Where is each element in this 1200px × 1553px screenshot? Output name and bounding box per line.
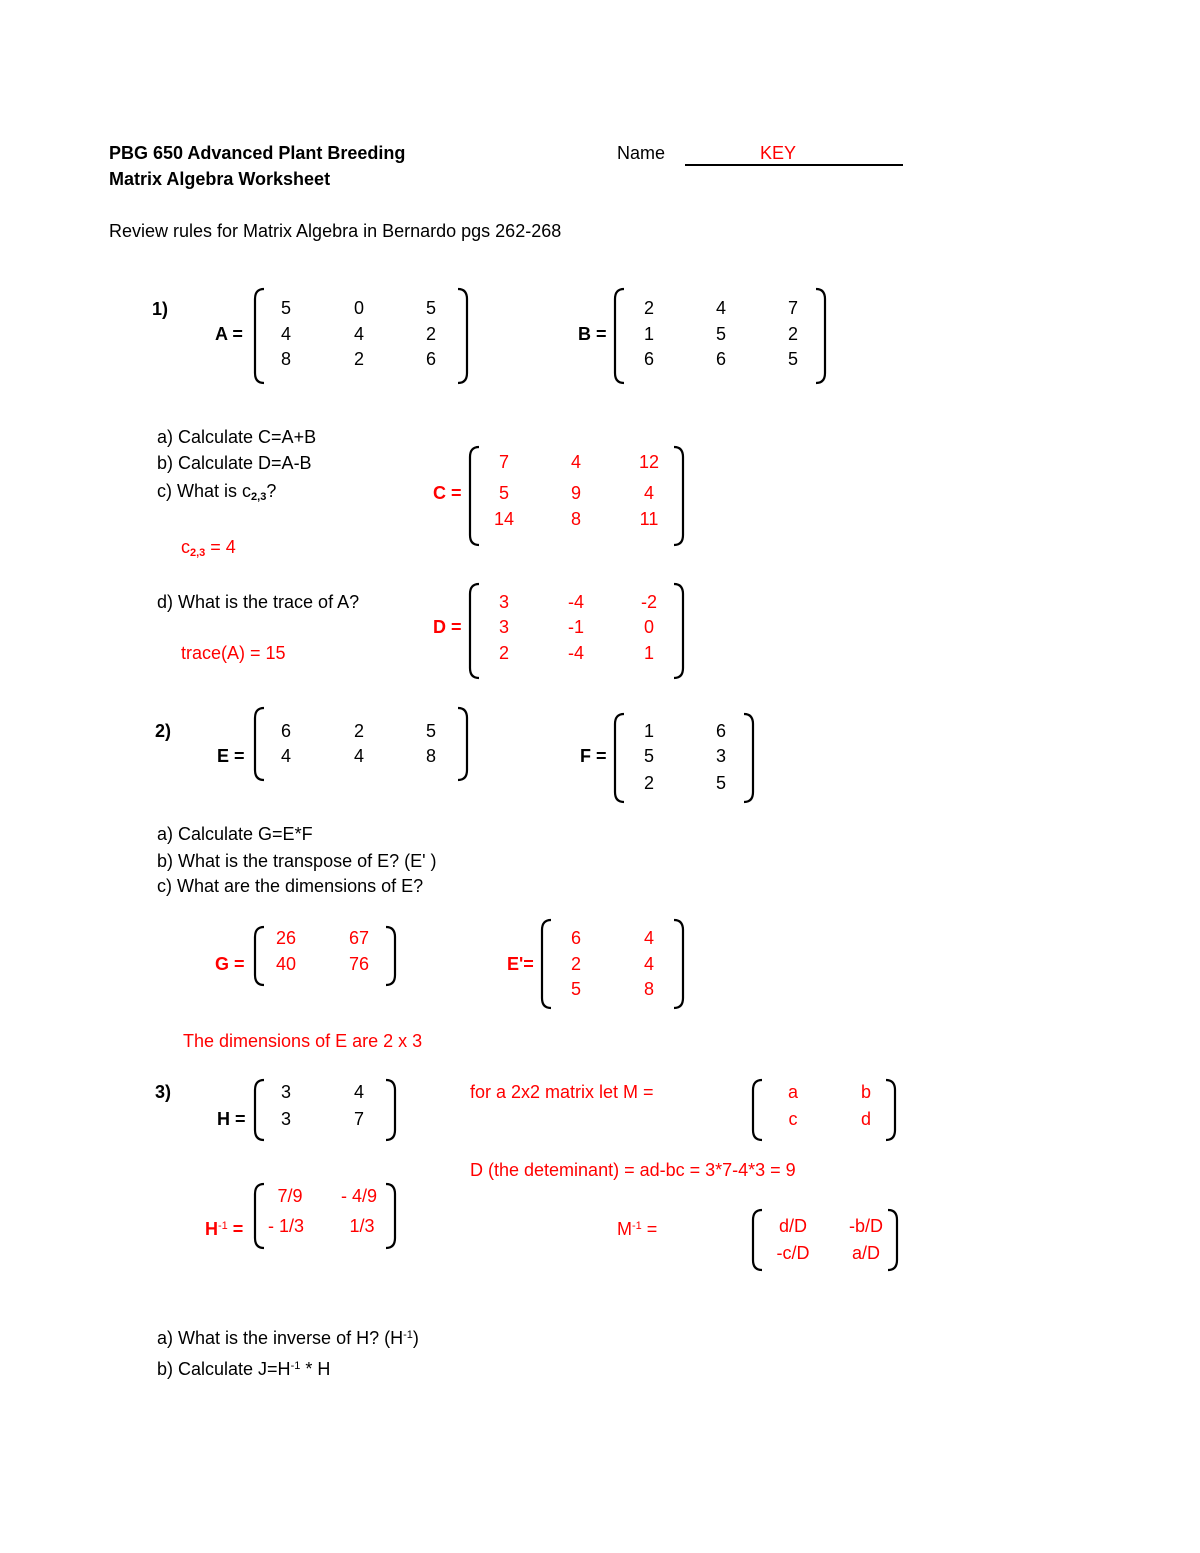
q1-part-d: d) What is the trace of A? <box>157 592 360 612</box>
q2-number: 2) <box>155 721 172 741</box>
right-bracket <box>884 1208 900 1272</box>
q2-part-c: c) What are the dimensions of E? <box>157 876 424 896</box>
right-bracket <box>382 1182 398 1250</box>
matrix-h-cell: 4 <box>353 1082 364 1102</box>
matrix-b-cell: 6 <box>715 349 726 369</box>
matrix-d-cell: 0 <box>643 617 654 637</box>
matrix-d-cell: -4 <box>567 643 584 663</box>
matrix-f-cell: 2 <box>643 773 654 793</box>
matrix-et-cell: 4 <box>643 928 654 948</box>
matrix-b-cell: 6 <box>643 349 654 369</box>
left-bracket <box>612 712 628 804</box>
matrix-c-cell: 14 <box>493 509 515 529</box>
matrix-g-cell: 26 <box>275 928 297 948</box>
matrix-b-cell: 7 <box>787 298 798 318</box>
matrix-a-cell: 2 <box>425 324 436 344</box>
right-bracket <box>670 918 686 1010</box>
right-bracket <box>812 287 828 385</box>
q2-part-a: a) Calculate G=E*F <box>157 824 313 844</box>
matrix-e-cell: 8 <box>425 746 436 766</box>
left-bracket <box>467 582 483 680</box>
right-bracket <box>670 582 686 680</box>
q2-part-b: b) What is the transpose of E? (E' ) <box>157 851 437 871</box>
left-bracket <box>750 1208 766 1272</box>
matrix-d-cell: 1 <box>643 643 654 663</box>
matrix-m-cell: c <box>788 1109 798 1129</box>
q3-number: 3) <box>155 1082 172 1102</box>
matrix-minv-cell: d/D <box>778 1216 807 1236</box>
q2-dimensions-answer: The dimensions of E are 2 x 3 <box>183 1031 423 1051</box>
matrix-b-cell: 5 <box>787 349 798 369</box>
matrix-b-cell: 5 <box>715 324 726 344</box>
matrix-et-cell: 2 <box>570 954 581 974</box>
determinant-text: D (the deteminant) = ad-bc = 3*7-4*3 = 9 <box>470 1160 796 1180</box>
matrix-f-cell: 5 <box>643 746 654 766</box>
matrix-f-cell: 1 <box>643 721 654 741</box>
matrix-m-cell: a <box>787 1082 798 1102</box>
right-bracket <box>740 712 756 804</box>
matrix-g-cell: 67 <box>348 928 370 948</box>
matrix-minv-cell: -c/D <box>776 1243 810 1263</box>
left-bracket <box>252 706 268 782</box>
left-bracket <box>612 287 628 385</box>
q3-part-b: b) Calculate $J=H^{-1} * H$ <box>157 1359 331 1379</box>
matrix-minv-cell: -b/D <box>848 1216 883 1236</box>
matrix-h-inverse-label: $H^{-1}$ = <box>205 1219 244 1239</box>
matrix-a-cell: 2 <box>353 349 364 369</box>
matrix-h-cell: 7 <box>353 1109 364 1129</box>
matrix-hinv-cell: - 4/9 <box>340 1186 378 1206</box>
review-text: Review rules for Matrix Algebra in Bernardo pgs 262-268 <box>109 221 562 241</box>
q1-part-c: c) What is $c_{2,3}$? <box>157 481 277 503</box>
q1-c-answer: $c_{2,3} = 4$ <box>181 537 236 559</box>
right-bracket <box>670 445 686 547</box>
matrix-c-label: C = <box>433 483 462 503</box>
right-bracket <box>454 706 470 782</box>
matrix-e-cell: 6 <box>280 721 291 741</box>
matrix-f-cell: 3 <box>715 746 726 766</box>
matrix-d-label: D = <box>433 617 462 637</box>
matrix-a-cell: 8 <box>280 349 291 369</box>
matrix-c-cell: 4 <box>643 483 654 503</box>
matrix-c-cell: 9 <box>570 483 581 503</box>
matrix-g-label: G = <box>215 954 245 974</box>
matrix-e-cell: 2 <box>353 721 364 741</box>
matrix-a-cell: 4 <box>280 324 291 344</box>
matrix-f-cell: 6 <box>715 721 726 741</box>
name-label: Name <box>617 143 666 163</box>
worksheet-title: Matrix Algebra Worksheet <box>109 169 331 189</box>
matrix-d-cell: -4 <box>567 592 584 612</box>
q1-trace-answer: trace(A) = 15 <box>181 643 286 663</box>
matrix-minv-cell: a/D <box>851 1243 880 1263</box>
matrix-d-cell: -2 <box>640 592 657 612</box>
matrix-m-cell: d <box>860 1109 871 1129</box>
matrix-hinv-cell: - 1/3 <box>267 1216 305 1236</box>
matrix-b-cell: 2 <box>787 324 798 344</box>
matrix-d-cell: -1 <box>567 617 584 637</box>
matrix-a-cell: 0 <box>353 298 364 318</box>
matrix-e-cell: 4 <box>353 746 364 766</box>
matrix-c-cell: 11 <box>639 509 659 529</box>
matrix-et-cell: 8 <box>643 979 654 999</box>
matrix-et-cell: 4 <box>643 954 654 974</box>
name-underline <box>685 164 903 166</box>
matrix-m-inverse-label: $M^{-1}$ = <box>617 1219 658 1239</box>
matrix-g-cell: 40 <box>275 954 297 974</box>
matrix-hinv-cell: 7/9 <box>277 1186 303 1206</box>
matrix-a-label: A = <box>215 324 243 344</box>
matrix-et-cell: 5 <box>570 979 581 999</box>
left-bracket <box>467 445 483 547</box>
matrix-c-cell: 7 <box>498 452 509 472</box>
name-value: KEY <box>760 143 797 163</box>
matrix-a-cell: 5 <box>425 298 436 318</box>
right-bracket <box>454 287 470 385</box>
matrix-a-cell: 4 <box>353 324 364 344</box>
matrix-e-cell: 4 <box>280 746 291 766</box>
matrix-a-cell: 6 <box>425 349 436 369</box>
matrix-b-label: B = <box>578 324 607 344</box>
matrix-et-cell: 6 <box>570 928 581 948</box>
matrix-h-cell: 3 <box>280 1082 291 1102</box>
right-bracket <box>882 1078 898 1142</box>
matrix-e-transpose-label: E'= <box>507 954 534 974</box>
right-bracket <box>382 925 398 987</box>
matrix-c-cell: 4 <box>570 452 581 472</box>
matrix-b-cell: 2 <box>643 298 654 318</box>
left-bracket <box>539 918 555 1010</box>
matrix-b-cell: 4 <box>715 298 726 318</box>
matrix-f-cell: 5 <box>715 773 726 793</box>
matrix-a-cell: 5 <box>280 298 291 318</box>
matrix-m-cell: b <box>860 1082 871 1102</box>
m-definition-text: for a 2x2 matrix let M = <box>470 1082 654 1102</box>
q1-part-a: a) Calculate C=A+B <box>157 427 317 447</box>
matrix-e-label: E = <box>217 746 245 766</box>
matrix-d-cell: 2 <box>498 643 509 663</box>
matrix-hinv-cell: 1/3 <box>349 1216 375 1236</box>
course-title: PBG 650 Advanced Plant Breeding <box>109 143 406 163</box>
matrix-g-cell: 76 <box>348 954 370 974</box>
matrix-b-cell: 1 <box>643 324 654 344</box>
q1-part-b: b) Calculate D=A-B <box>157 453 312 473</box>
left-bracket <box>750 1078 766 1142</box>
matrix-c-cell: 8 <box>570 509 581 529</box>
right-bracket <box>382 1078 398 1142</box>
q1-number: 1) <box>152 299 169 319</box>
matrix-e-cell: 5 <box>425 721 436 741</box>
matrix-f-label: F = <box>580 746 607 766</box>
matrix-h-cell: 3 <box>280 1109 291 1129</box>
q3-part-a: a) What is the inverse of H? $(H^{-1})$ <box>157 1328 419 1348</box>
matrix-d-cell: 3 <box>498 617 509 637</box>
matrix-d-cell: 3 <box>498 592 509 612</box>
matrix-c-cell: 5 <box>498 483 509 503</box>
matrix-c-cell: 12 <box>638 452 660 472</box>
matrix-h-label: H = <box>217 1109 246 1129</box>
